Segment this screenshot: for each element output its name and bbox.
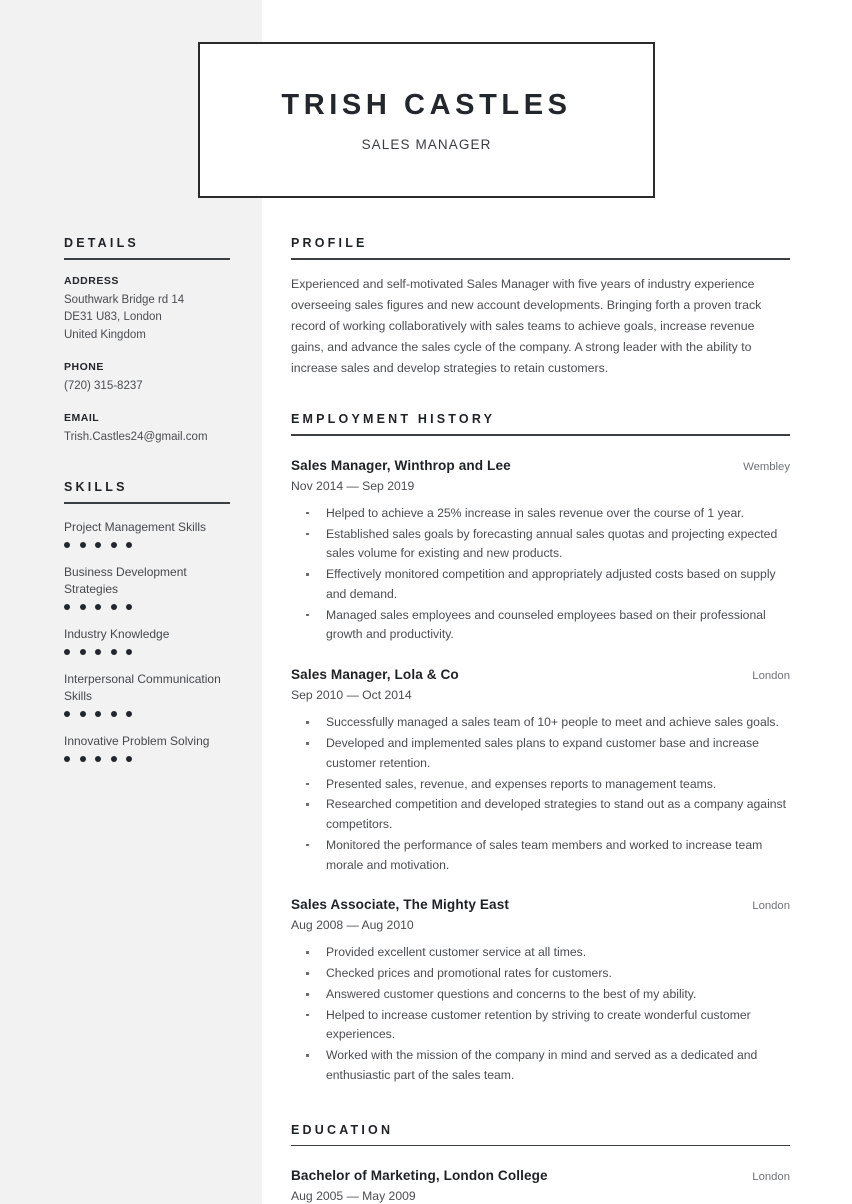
job-title-subtitle: SALES MANAGER xyxy=(361,136,492,152)
entry-bullet: Managed sales employees and counseled employees based on their professional growth and productivity. xyxy=(291,606,790,646)
name-header-box xyxy=(198,42,655,198)
rating-dot-filled xyxy=(111,649,117,655)
entry-header-row xyxy=(291,1168,790,1183)
skill-item xyxy=(64,671,230,717)
rating-dot-filled xyxy=(64,542,70,548)
entry-bullet-list xyxy=(291,943,790,1085)
rating-dot-filled xyxy=(111,604,117,610)
email-value: Trish.Castles24@gmail.com xyxy=(64,431,208,444)
skill-rating-dots xyxy=(64,756,230,762)
skill-name: Project Management Skills xyxy=(64,519,207,534)
history-entry xyxy=(291,458,790,645)
skill-name: Innovative Problem Solving xyxy=(64,733,210,748)
entry-bullet: Developed and implemented sales plans to expand customer base and increase customer retention. xyxy=(291,734,790,774)
skills-heading: SKILLS xyxy=(64,479,128,494)
phone-value: (720) 315-8237 xyxy=(64,380,143,392)
education-section xyxy=(291,1123,790,1204)
skills-section xyxy=(64,480,230,762)
skill-rating-dots xyxy=(64,711,230,717)
entry-bullet: Successfully managed a sales team of 10+ people to meet and achieve sales goals. xyxy=(291,713,790,733)
rating-dot-filled xyxy=(64,711,70,717)
detail-field-address xyxy=(64,275,230,344)
rating-dot-filled xyxy=(95,756,101,762)
details-divider xyxy=(64,258,230,260)
entry-location: London xyxy=(752,900,790,913)
skill-item xyxy=(64,626,230,655)
address-line-2: DE31 U83, London xyxy=(64,311,162,324)
entry-date-range: Aug 2005 — May 2009 xyxy=(291,1189,416,1204)
employment-entries xyxy=(291,458,790,1086)
skills-list xyxy=(64,519,230,762)
rating-dot-filled xyxy=(80,649,86,655)
entry-bullet: Provided excellent customer service at all times. xyxy=(291,943,790,963)
rating-dot-filled xyxy=(64,649,70,655)
entry-date-range: Sep 2010 — Oct 2014 xyxy=(291,688,412,703)
skill-name: Industry Knowledge xyxy=(64,626,170,641)
entry-bullet: Monitored the performance of sales team members and worked to increase team morale and motivation. xyxy=(291,836,790,876)
entry-bullet: Established sales goals by forecasting annual sales quotas and projecting expected sales volume for existing and new products. xyxy=(291,525,790,565)
skill-rating-dots xyxy=(64,649,230,655)
education-heading: EDUCATION xyxy=(291,1122,394,1137)
entry-bullet: Effectively monitored competition and appropriately adjusted costs based on supply and demand. xyxy=(291,565,790,605)
entry-location: London xyxy=(752,670,790,683)
entry-date-range: Aug 2008 — Aug 2010 xyxy=(291,918,414,933)
skill-item xyxy=(64,733,230,762)
rating-dot-filled xyxy=(95,542,101,548)
rating-dot-filled xyxy=(126,756,132,762)
entry-bullet: Helped to achieve a 25% increase in sales revenue over the course of 1 year. xyxy=(291,504,790,524)
rating-dot-filled xyxy=(80,711,86,717)
skill-name: Interpersonal Communication Skills xyxy=(64,671,221,703)
sidebar xyxy=(64,236,230,778)
history-entry xyxy=(291,1168,790,1203)
rating-dot-filled xyxy=(126,649,132,655)
entry-date-range: Nov 2014 — Sep 2019 xyxy=(291,478,415,493)
entry-header-row xyxy=(291,667,790,682)
entry-title: Sales Associate, The Mighty East xyxy=(291,897,510,913)
email-label: EMAIL xyxy=(64,412,100,425)
employment-heading: EMPLOYMENT HISTORY xyxy=(291,412,496,427)
rating-dot-filled xyxy=(95,604,101,610)
main-column xyxy=(291,236,790,1203)
details-heading: DETAILS xyxy=(64,236,139,250)
education-divider xyxy=(291,1145,790,1147)
skill-rating-dots xyxy=(64,542,230,548)
skill-item xyxy=(64,519,230,548)
rating-dot-filled xyxy=(126,604,132,610)
rating-dot-filled xyxy=(80,604,86,610)
rating-dot-filled xyxy=(95,711,101,717)
history-entry xyxy=(291,897,790,1085)
entry-location: London xyxy=(752,1171,790,1184)
employment-history-section xyxy=(291,412,790,1085)
entry-bullet: Presented sales, revenue, and expenses reports to management teams. xyxy=(291,775,790,795)
entry-bullet-list xyxy=(291,504,790,645)
rating-dot-filled xyxy=(111,711,117,717)
phone-label: PHONE xyxy=(64,361,104,373)
entry-bullet-list xyxy=(291,713,790,875)
skill-rating-dots xyxy=(64,604,230,610)
details-section xyxy=(64,236,230,447)
profile-section xyxy=(291,236,790,379)
rating-dot-filled xyxy=(64,756,70,762)
address-line-3: United Kingdom xyxy=(64,328,146,341)
rating-dot-filled xyxy=(111,756,117,762)
history-entry xyxy=(291,667,790,875)
profile-heading: PROFILE xyxy=(291,236,368,250)
rating-dot-filled xyxy=(80,756,86,762)
skill-item xyxy=(64,564,230,610)
entry-bullet: Helped to increase customer retention by striving to create wonderful customer experiences. xyxy=(291,1006,790,1046)
page-title: TRISH CASTLES xyxy=(281,89,572,122)
entry-title: Bachelor of Marketing, London College xyxy=(291,1168,548,1184)
education-entries xyxy=(291,1168,790,1203)
address-line-1: Southwark Bridge rd 14 xyxy=(64,293,185,306)
rating-dot-filled xyxy=(126,542,132,548)
entry-bullet: Worked with the mission of the company in mind and served as a dedicated and enthusiastic part of the sales team. xyxy=(291,1046,790,1086)
entry-bullet: Researched competition and developed strategies to stand out as a company against competitors. xyxy=(291,795,790,835)
rating-dot-filled xyxy=(126,711,132,717)
entry-header-row xyxy=(291,458,790,473)
rating-dot-filled xyxy=(95,649,101,655)
rating-dot-filled xyxy=(80,542,86,548)
profile-text: Experienced and self-motivated Sales Manager with five years of industry experience overseeing sales figures and new account developments. Bringing forth a proven track record of working collaboratively with sales teams to achieve goals, increase revenue gains, and advance the sales cycle of the company. A strong leader with the ability to increase sales and develop strategies to retain customers. xyxy=(291,276,762,376)
entry-bullet: Checked prices and promotional rates for customers. xyxy=(291,964,790,984)
entry-bullet: Answered customer questions and concerns to the best of my ability. xyxy=(291,985,790,1005)
rating-dot-filled xyxy=(64,604,70,610)
entry-header-row xyxy=(291,897,790,912)
employment-divider xyxy=(291,434,790,436)
skill-name: Business Development Strategies xyxy=(64,564,187,596)
detail-field-phone xyxy=(64,361,230,395)
detail-field-email xyxy=(64,412,230,446)
entry-title: Sales Manager, Lola & Co xyxy=(291,667,459,683)
address-label: ADDRESS xyxy=(64,274,119,287)
skills-divider xyxy=(64,502,230,504)
rating-dot-filled xyxy=(111,542,117,548)
profile-divider xyxy=(291,258,790,260)
entry-location: Wembley xyxy=(743,460,790,473)
entry-title: Sales Manager, Winthrop and Lee xyxy=(291,457,511,473)
